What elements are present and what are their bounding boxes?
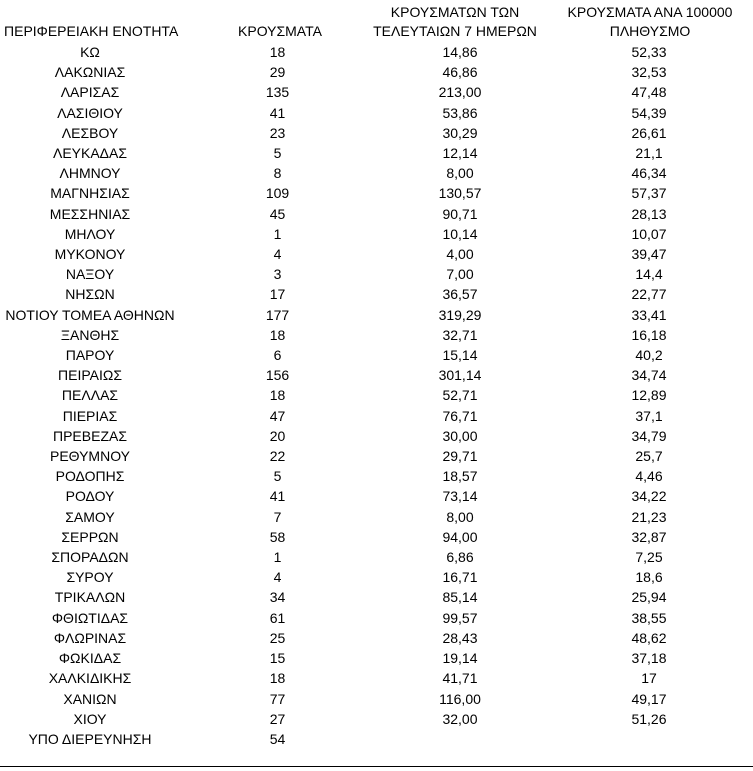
per-100k-cell: 16,18 (631, 326, 667, 343)
cases-7-days-cell: 36,57 (442, 286, 478, 303)
region-cell: ΡΟΔΟΥ (65, 488, 115, 505)
cases-7-days-cell: 16,71 (442, 569, 478, 586)
per-100k-cell: 40,2 (635, 347, 663, 364)
cases-7-days-cell: 46,86 (442, 64, 478, 81)
table-row (0, 628, 753, 648)
cases-cell: 29 (269, 64, 286, 81)
per-100k-cell: 34,74 (631, 367, 667, 384)
region-cell: ΛΗΜΝΟΥ (59, 165, 121, 182)
cases-cell: 58 (269, 528, 286, 545)
per-100k-cell: 32,53 (631, 64, 667, 81)
region-cell: ΥΠΟ ΔΙΕΡΕΥΝΗΣΗ (28, 730, 152, 747)
per-100k-cell: 47,48 (631, 84, 667, 101)
table-row (0, 426, 753, 446)
cases-7-days-cell: 29,71 (442, 448, 478, 465)
region-cell: ΜΗΛΟΥ (64, 225, 116, 242)
per-100k-cell: 54,39 (631, 104, 667, 121)
table-row (0, 103, 753, 123)
cases-table-body (0, 42, 753, 749)
region-cell: ΧΑΛΚΙΔΙΚΗΣ (48, 670, 132, 687)
table-row (0, 365, 753, 385)
cases-cell: 17 (269, 286, 286, 303)
cases-7-days-cell: 41,71 (442, 670, 478, 687)
cases-cell: 18 (269, 326, 286, 343)
region-cell: ΦΩΚΙΔΑΣ (58, 650, 122, 667)
cases-7-days-cell: 15,14 (442, 347, 478, 364)
cases-cell: 6 (273, 347, 282, 364)
table-row (0, 305, 753, 325)
cases-cell: 27 (269, 710, 286, 727)
cases-cell: 5 (273, 468, 282, 485)
per-100k-cell: 22,77 (631, 286, 667, 303)
cases-7-days-cell: 4,00 (446, 246, 474, 263)
region-cell: ΚΩ (80, 44, 100, 60)
cases-7-days-cell: 28,43 (442, 629, 478, 646)
table-row (0, 507, 753, 527)
table-row (0, 668, 753, 688)
per-100k-cell (545, 729, 753, 749)
table-row (0, 486, 753, 506)
table-row (0, 183, 753, 203)
cases-cell: 47 (269, 407, 286, 424)
cases-cell: 34 (269, 589, 286, 606)
per-100k-cell: 34,22 (631, 488, 667, 505)
cases-cell: 23 (269, 124, 286, 141)
table-row (0, 587, 753, 607)
per-100k-cell: 21,23 (631, 508, 667, 525)
cases-7-days-cell: 19,14 (442, 650, 478, 667)
cases-cell: 8 (273, 165, 282, 182)
table-row (0, 163, 753, 183)
per-100k-cell: 32,87 (631, 528, 667, 545)
cases-7-days-cell: 6,86 (446, 549, 474, 566)
cases-cell: 22 (269, 448, 286, 465)
table-row (0, 204, 753, 224)
table-row (0, 42, 753, 62)
per-100k-cell: 7,25 (635, 549, 663, 566)
per-100k-cell: 37,1 (635, 407, 663, 424)
cases-7-days-cell: 130,57 (438, 185, 482, 202)
region-cell: ΝΟΤΙΟΥ ΤΟΜΕΑ ΑΘΗΝΩΝ (5, 306, 175, 323)
per-100k-cell: 12,89 (631, 387, 667, 404)
per-100k-cell: 26,61 (631, 124, 667, 141)
cases-7-days-cell: 85,14 (442, 589, 478, 606)
table-header (0, 0, 753, 42)
table-row (0, 527, 753, 547)
per-100k-cell: 37,18 (631, 650, 667, 667)
per-100k-cell: 46,34 (631, 165, 667, 182)
table-row (0, 385, 753, 405)
table-row (0, 567, 753, 587)
region-cell: ΠΕΙΡΑΙΩΣ (58, 367, 122, 384)
header-cases-7-days (365, 3, 545, 41)
region-cell: ΤΡΙΚΑΛΩΝ (54, 589, 126, 606)
cases-7-days-cell: 30,00 (442, 427, 478, 444)
region-cell: ΧΑΝΙΩΝ (63, 690, 117, 707)
table-row (0, 689, 753, 709)
table-row (0, 284, 753, 304)
region-cell: ΞΑΝΘΗΣ (60, 326, 120, 343)
cases-cell: 109 (265, 185, 290, 202)
region-cell: ΛΕΥΚΑΔΑΣ (52, 145, 128, 162)
cases-cell: 5 (273, 145, 282, 162)
table-row (0, 82, 753, 102)
per-100k-cell: 38,55 (631, 609, 667, 626)
per-100k-cell: 4,46 (635, 468, 663, 485)
cases-7-days-cell: 116,00 (439, 690, 481, 707)
cases-cell: 18 (269, 670, 286, 687)
region-cell: ΡΟΔΟΠΗΣ (55, 468, 125, 485)
per-100k-cell: 25,94 (631, 589, 667, 606)
per-100k-cell: 49,17 (631, 690, 667, 707)
region-cell: ΣΥΡΟΥ (66, 569, 114, 586)
cases-7-days-cell: 99,57 (442, 609, 478, 626)
header-cases-7-days-line2: ΤΕΛΕΥΤΑΙΩΝ 7 ΗΜΕΡΩΝ (373, 23, 537, 39)
cases-7-days-cell: 32,00 (442, 710, 478, 727)
region-cell: ΜΥΚΟΝΟΥ (54, 246, 126, 263)
region-cell: ΦΛΩΡΙΝΑΣ (53, 629, 127, 646)
region-cell: ΦΘΙΩΤΙΔΑΣ (51, 609, 129, 626)
region-cell: ΡΕΘΥΜΝΟΥ (49, 448, 130, 465)
table-row (0, 345, 753, 365)
cases-cell: 54 (269, 730, 286, 747)
cases-7-days-cell: 14,86 (442, 44, 478, 60)
cases-7-days-cell: 319,29 (438, 306, 482, 323)
region-cell: ΛΑΣΙΘΙΟΥ (57, 104, 123, 121)
cases-cell: 41 (269, 104, 286, 121)
cases-cell: 4 (273, 246, 282, 263)
cases-cell: 20 (269, 427, 286, 444)
table-row (0, 446, 753, 466)
cases-cell: 156 (265, 367, 290, 384)
table-row (0, 224, 753, 244)
per-100k-cell: 51,26 (631, 710, 667, 727)
header-cases-per-100k-line1: ΚΡΟΥΣΜΑΤΑ ΑΝΑ 100000 (567, 4, 733, 20)
cases-cell: 7 (273, 508, 282, 525)
table-row (0, 608, 753, 628)
cases-cell: 41 (269, 488, 286, 505)
region-cell: ΣΕΡΡΩΝ (61, 528, 119, 545)
cases-7-days-cell: 8,00 (446, 165, 474, 182)
cases-cell: 77 (269, 690, 286, 707)
cases-7-days-cell: 10,14 (442, 225, 478, 242)
region-cell: ΠΑΡΟΥ (65, 347, 115, 364)
cases-cell: 177 (265, 306, 290, 323)
cases-table (0, 42, 753, 749)
cases-cell: 18 (269, 387, 286, 404)
cases-7-days-cell: 53,86 (442, 104, 478, 121)
table-row (0, 325, 753, 345)
cases-7-days-cell (375, 729, 545, 749)
cases-cell: 1 (273, 225, 282, 242)
table-row (0, 466, 753, 486)
per-100k-cell: 17 (641, 670, 657, 687)
per-100k-cell: 48,62 (631, 629, 667, 646)
per-100k-cell: 33,41 (631, 306, 667, 323)
cases-7-days-cell: 8,00 (446, 508, 474, 525)
header-region: ΠΕΡΙΦΕΡΕΙΑΚΗ ΕΝΟΤΗΤΑ (4, 23, 179, 39)
per-100k-cell: 34,79 (631, 427, 667, 444)
per-100k-cell: 14,4 (635, 266, 663, 283)
header-cases-per-100k-line2: ΠΛΗΘΥΣΜΟ (609, 23, 691, 39)
table-row (0, 547, 753, 567)
cases-7-days-cell: 30,29 (442, 124, 478, 141)
cases-7-days-cell: 32,71 (442, 326, 478, 343)
per-100k-cell: 18,6 (635, 569, 663, 586)
cases-7-days-cell: 94,00 (442, 528, 478, 545)
cases-7-days-cell: 52,71 (442, 387, 478, 404)
region-cell: ΠΡΕΒΕΖΑΣ (52, 427, 127, 444)
cases-7-days-cell: 213,00 (438, 84, 482, 101)
cases-7-days-cell: 301,14 (438, 367, 482, 384)
cases-7-days-cell: 12,14 (442, 145, 478, 162)
table-row (0, 123, 753, 143)
cases-cell: 3 (273, 266, 282, 283)
cases-cell: 135 (265, 84, 290, 101)
cases-7-days-cell: 18,57 (442, 468, 478, 485)
header-cases-per-100k (547, 3, 753, 41)
region-cell: ΣΑΜΟΥ (65, 508, 115, 525)
table-row (0, 709, 753, 729)
region-cell: ΛΑΚΩΝΙΑΣ (54, 64, 126, 81)
table-row (0, 406, 753, 426)
per-100k-cell: 57,37 (631, 185, 667, 202)
header-cases-7-days-line1: ΚΡΟΥΣΜΑΤΩΝ ΤΩΝ (390, 4, 520, 20)
region-cell: ΠΕΛΛΑΣ (61, 387, 119, 404)
cases-cell: 4 (273, 569, 282, 586)
region-cell: ΛΑΡΙΣΑΣ (60, 84, 120, 101)
cases-7-days-cell: 90,71 (442, 205, 478, 222)
cases-7-days-cell: 7,00 (446, 266, 474, 283)
per-100k-cell: 28,13 (631, 205, 667, 222)
table-row (0, 648, 753, 668)
cases-cell: 45 (269, 205, 286, 222)
cases-cell: 25 (269, 629, 286, 646)
region-cell: ΜΕΣΣΗΝΙΑΣ (49, 205, 131, 222)
region-cell: ΜΑΓΝΗΣΙΑΣ (50, 185, 130, 202)
per-100k-cell: 10,07 (631, 225, 667, 242)
header-cases: ΚΡΟΥΣΜΑΤΑ (238, 23, 322, 39)
table-row (0, 729, 753, 749)
region-cell: ΝΑΞΟΥ (65, 266, 115, 283)
per-100k-cell: 25,7 (635, 448, 663, 465)
table-row (0, 244, 753, 264)
cases-7-days-cell: 73,14 (442, 488, 478, 505)
cases-cell: 18 (269, 44, 286, 60)
per-100k-cell: 52,33 (631, 44, 667, 60)
cases-7-days-cell: 76,71 (442, 407, 478, 424)
region-cell: ΝΗΣΩΝ (65, 286, 115, 303)
table-row (0, 264, 753, 284)
cases-cell: 61 (269, 609, 286, 626)
region-cell: ΧΙΟΥ (73, 710, 107, 727)
cases-cell: 15 (269, 650, 286, 667)
per-100k-cell: 21,1 (635, 145, 663, 162)
region-cell: ΣΠΟΡΑΔΩΝ (51, 549, 129, 566)
bottom-rule (0, 766, 753, 767)
table-row (0, 62, 753, 82)
cases-cell: 1 (273, 549, 282, 566)
region-cell: ΠΙΕΡΙΑΣ (62, 407, 118, 424)
per-100k-cell: 39,47 (631, 246, 667, 263)
region-cell: ΛΕΣΒΟΥ (61, 124, 119, 141)
table-row (0, 143, 753, 163)
